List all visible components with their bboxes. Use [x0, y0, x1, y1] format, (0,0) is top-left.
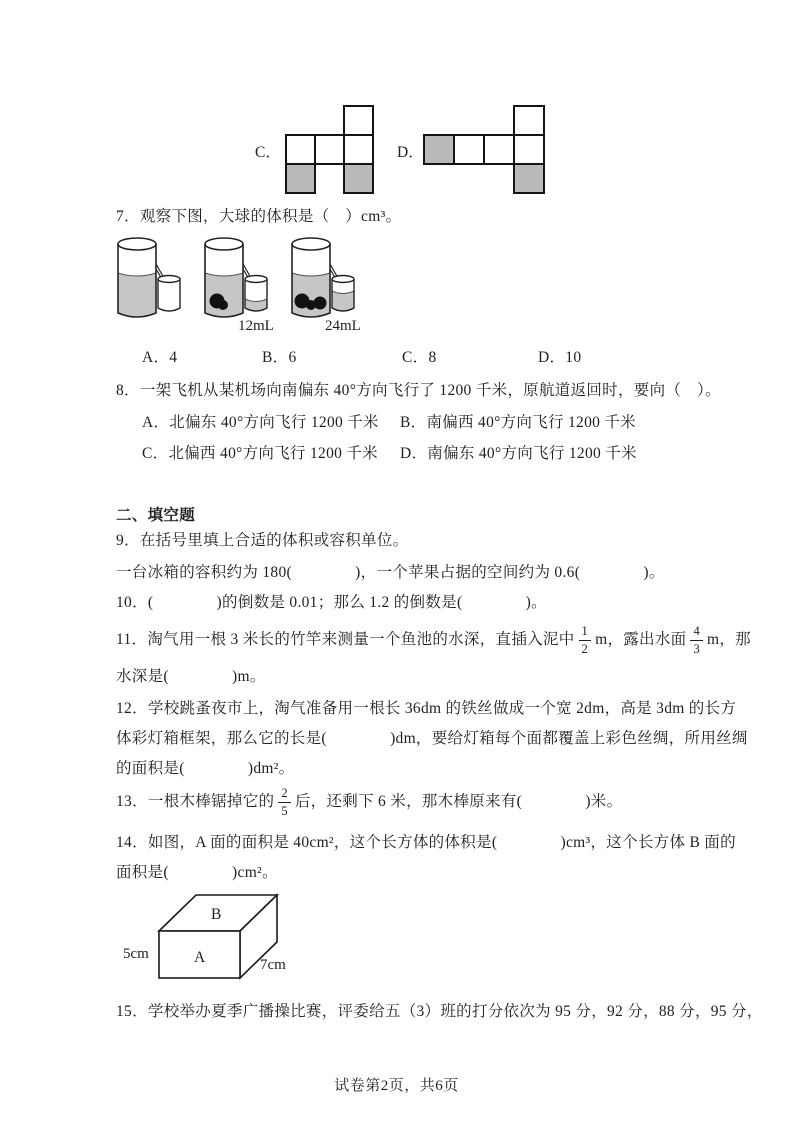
fraction-four-thirds: $\frac{4}{3}$: [690, 624, 703, 656]
cuboid-figure: [115, 885, 325, 990]
question-7-option-b: B．6: [262, 349, 297, 366]
question-7-options: [0, 345, 793, 367]
question-8-text: 8．一架飞机从某机场向南偏东 40°方向飞行了 1200 千米，原航道返回时，要向（ ）。: [116, 382, 721, 399]
net-d-shape: [424, 106, 544, 193]
question-9-line-2: 一台冰箱的容积约为 180( )，一个苹果占据的空间约为 0.6( )。: [116, 564, 665, 581]
question-11-line-2: 水深是( )m。: [116, 668, 266, 685]
beaker-group-3: [292, 238, 354, 317]
section-2-title: 二、填空题: [116, 507, 196, 524]
question-13-part-2: 后，还剩下 6 米，那木棒原来有( )米。: [294, 793, 623, 810]
page-footer: 试卷第2页，共6页: [334, 1078, 459, 1094]
question-7-option-c: C．8: [402, 349, 437, 366]
cuboid-depth-label: 7cm: [260, 957, 286, 973]
question-8-option-a: A．北偏东 40°方向飞行 1200 千米: [142, 414, 379, 431]
question-8-option-c: C．北偏西 40°方向飞行 1200 千米: [142, 445, 378, 462]
question-8-option-b: B．南偏西 40°方向飞行 1200 千米: [400, 414, 636, 431]
question-11-part-3: m，那: [707, 631, 751, 648]
beaker-group-2: [205, 238, 267, 317]
question-11-line-1: [116, 622, 751, 658]
beaker-12ml-label: 12mL: [238, 318, 274, 334]
question-8-options-row-2: [0, 441, 793, 463]
question-13-part-1: 13．一根木棒锯掉它的: [116, 793, 275, 810]
question-7-option-a: A．4: [142, 349, 178, 366]
question-14-line-2: 面积是( )cm²。: [116, 864, 278, 881]
question-12-line-2: 体彩灯箱框架，那么它的长是( )dm，要给灯箱每个面都覆盖上彩色丝绸，所用丝绸: [116, 730, 748, 747]
fraction-one-half: $\frac{1}{2}$: [579, 624, 592, 656]
question-8-options-row-1: [0, 410, 793, 432]
fraction-two-fifths: $\frac{2}{5}$: [278, 786, 291, 818]
question-9-line-1: 9．在括号里填上合适的体积或容积单位。: [116, 532, 409, 549]
cube-net-figure: [240, 100, 560, 200]
question-14-line-1: 14．如图，A 面的面积是 40cm²，这个长方体的体积是( )cm³，这个长方体 B 面的: [116, 834, 736, 851]
question-13-line: [116, 784, 622, 820]
cuboid-label-b: B: [211, 906, 222, 923]
net-d-label: D．: [397, 144, 424, 161]
question-7-text: 7．观察下图，大球的体积是（ ）cm³。: [116, 208, 402, 225]
question-12-line-3: 的面积是( )dm²。: [116, 760, 295, 777]
net-c-shape: [286, 106, 373, 193]
question-7-option-d: D．10: [538, 349, 582, 366]
beaker-24ml-label: 24mL: [325, 318, 361, 334]
question-15-text: 15．学校举办夏季广播操比赛，评委给五（3）班的打分依次为 95 分，92 分，88 分，95 分，: [116, 1003, 763, 1020]
question-10-text: 10．( )的倒数是 0.01；那么 1.2 的倒数是( )。: [116, 594, 547, 611]
question-8-option-d: D．南偏东 40°方向飞行 1200 千米: [400, 445, 637, 462]
ball: [314, 297, 327, 310]
question-11-part-1: 11．淘气用一根 3 米长的竹竿来测量一个鱼池的水深，直插入泥中: [116, 631, 575, 648]
cuboid-label-a: A: [194, 949, 206, 966]
beaker-experiment-figure: [112, 234, 382, 336]
net-c-label: C．: [255, 144, 281, 161]
question-11-part-2: m，露出水面: [595, 631, 687, 648]
question-12-line-1: 12．学校跳蚤夜市上，淘气准备用一根长 36dm 的铁丝做成一个宽 2dm，高是 3dm 的长方: [116, 700, 737, 717]
ball: [218, 300, 228, 310]
beaker-group-1: [118, 238, 180, 317]
cuboid-height-label: 5cm: [123, 946, 149, 962]
